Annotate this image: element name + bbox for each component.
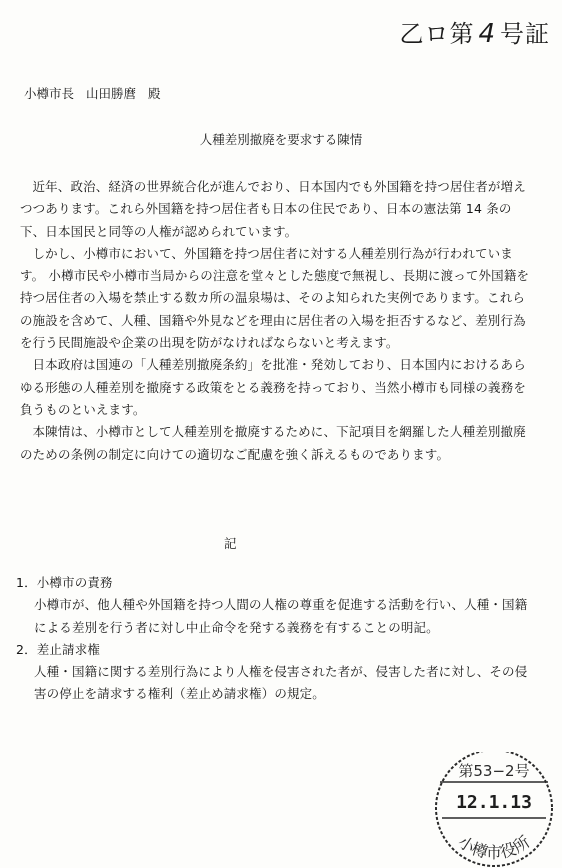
request-items bbox=[16, 572, 536, 706]
stamp-date: 12.1.13 bbox=[456, 792, 532, 813]
stamp-office-name bbox=[455, 832, 533, 862]
addressee-name: 山田勝麿 bbox=[86, 86, 137, 101]
item-heading-responsibility: 1．小樽市の責務 bbox=[16, 575, 113, 590]
exhibit-prefix: 乙ロ第 bbox=[399, 20, 475, 48]
stamp-receipt-number: 第53−2号 bbox=[458, 762, 530, 780]
addressee-line bbox=[24, 84, 161, 102]
city-hall-receipt-stamp bbox=[428, 752, 560, 868]
addressee-honorific: 殿 bbox=[148, 86, 161, 101]
paragraph-request: 本陳情は、小樽市として人種差別を撤廃するために、下記項目を網羅した人種差別撤廃のための条例の制定に向けての適切なご配慮を強く訴えるものであります。 bbox=[20, 424, 526, 462]
exhibit-number: 4 bbox=[478, 19, 496, 49]
paragraph-discrimination: しかし、小樽市において、外国籍を持つ居住者に対する人種差別行為が行われています。 小樽市民や小樽市当局からの注意を堂々とした態度で無視し、長期に渡って外国籍を持つ居住者の入場を禁止する数カ所の温泉場は、そのよ知られた実例であります。これらの施設を含めて、人種、国籍や外見などを理由に居住者の入場を拒否するなど、差別行為を行う民間施設や企業の出現を防がなければならないと考えます。 bbox=[20, 245, 530, 351]
item-heading-injunction: 2．差止請求権 bbox=[16, 641, 101, 657]
item-body-injunction: 人種・国籍に関する差別行為により人権を侵害された者が、侵害した者に対し、その侵害の停止を請求する権利（差止め請求権）の規定。 bbox=[34, 664, 528, 702]
ki-heading: 記 bbox=[224, 536, 237, 551]
item-body-responsibility: 小樽市が、他人種や外国籍を持つ人間の人権の尊重を促進する活動を行い、人種・国籍による差別を行う者に対し中止命令を発する義務を有することの明記。 bbox=[34, 597, 528, 635]
addressee-title: 小樽市長 bbox=[24, 86, 75, 101]
exhibit-number-mark bbox=[399, 14, 550, 49]
stamp-office-name-path: 小樽市役所 bbox=[454, 832, 534, 862]
document-title: 人種差別撤廃を要求する陳情 bbox=[199, 132, 363, 147]
exhibit-suffix: 号証 bbox=[500, 20, 550, 48]
paragraph-convention: 日本政府は国連の「人種差別撤廃条約」を批准・発効しており、日本国内におけるあらゆる形態の人種差別を撤廃する政策をとる義務を持っており、当然小樽市も同様の義務を負うものといえます。 bbox=[20, 357, 527, 417]
stamp-graphic bbox=[428, 752, 560, 868]
petition-body bbox=[20, 176, 530, 466]
paragraph-intro: 近年、政治、経済の世界統合化が進んでおり、日本国内でも外国籍を持つ居住者が増えつつあります。これら外国籍を持つ居住者も日本の住民であり、日本の憲法第 14 条の下、日本国民と同等の人権が認められています。 bbox=[20, 179, 526, 239]
